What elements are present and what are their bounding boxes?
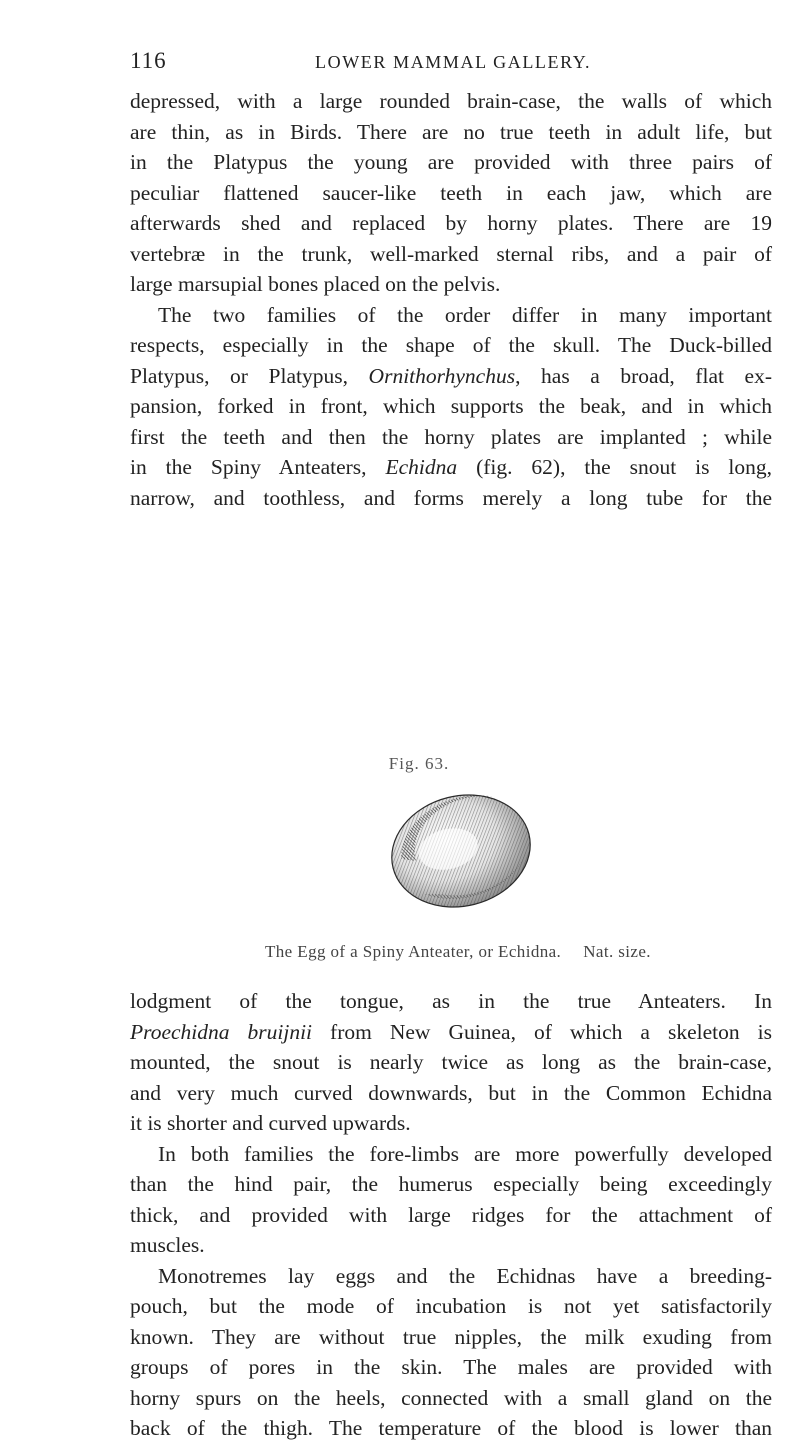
text-line: pouch, but the mode of incubation is not yet satisfactorily (130, 1294, 772, 1318)
genus-name-echidna: Echidna (385, 455, 458, 479)
text-line (130, 361, 772, 392)
text-line: peculiar flattened saucer-like teeth in each jaw, which are (130, 180, 772, 205)
text-line (130, 1017, 772, 1048)
text-line (130, 452, 772, 483)
text-line: in the Platypus the young are provided with three pairs of (130, 150, 772, 174)
text-segment: , has a broad, flat ex- (515, 363, 772, 388)
text-line: In both families the fore-limbs are more powerfully developed (158, 1141, 772, 1166)
text-line: are thin, as in Birds. There are no true teeth in adult life, but (130, 119, 772, 144)
text-line: muscles. (130, 1233, 205, 1257)
running-header (130, 48, 770, 78)
text-segment: Platypus, or Platypus, (130, 363, 369, 388)
text-line: depressed, with a large rounded brain-case, the walls of which (130, 89, 772, 113)
figure-scale-note: Nat. size. (583, 942, 651, 961)
genus-name-ornithorhynchus: Ornithorhynchus (368, 363, 516, 388)
text-segment: in the Spiny Anteaters, (130, 455, 386, 479)
text-line: than the hind pair, the humerus especially being exceedingly (130, 1172, 772, 1196)
text-line: vertebræ in the trunk, well-marked sternal ribs, and a pair of (130, 241, 772, 266)
text-line: The two families of the order differ in many important (158, 302, 772, 327)
echidna-egg-icon (385, 788, 537, 914)
text-line: known. They are without true nipples, the milk exuding from (130, 1324, 772, 1349)
text-line: large marsupial bones placed on the pelvis. (130, 272, 501, 296)
text-line: Monotremes lay eggs and the Echidnas have a breeding- (158, 1263, 772, 1288)
text-line: it is shorter and curved upwards. (130, 1111, 411, 1135)
figure-number: Fig. 63. (388, 754, 450, 773)
figure-label (0, 754, 800, 774)
paragraph-families-part3 (130, 1017, 772, 1139)
text-line: back of the thigh. The temperature of the blood is lower than (130, 1416, 772, 1440)
paragraph-families-part2 (130, 986, 772, 1017)
text-line: and very much curved downwards, but in the Common Echidna (130, 1080, 772, 1105)
text-line: afterwards shed and replaced by horny plates. There are 19 (130, 211, 772, 235)
text-line: horny spurs on the heels, connected with a small gland on the (130, 1385, 772, 1410)
paragraph-limbs (130, 1139, 772, 1261)
text-line: respects, especially in the shape of the skull. The Duck-billed (130, 333, 772, 357)
text-line: first the teeth and then the horny plates are implanted ; while (130, 424, 772, 449)
text-line: lodgment of the tongue, as in the true Anteaters. In (130, 989, 772, 1013)
text-segment: from New Guinea, of which a skeleton is (312, 1019, 772, 1044)
text-line: mounted, the snout is nearly twice as long as the brain-case, (130, 1050, 772, 1074)
text-line: pansion, forked in front, which supports the beak, and in which (130, 394, 772, 418)
paragraph-skull-description (130, 86, 772, 300)
text-line: thick, and provided with large ridges for the attachment of (130, 1202, 772, 1227)
figure-caption-text: The Egg of a Spiny Anteater, or Echidna. (265, 942, 562, 961)
text-segment: (fig. 62), the snout is long, (457, 455, 772, 479)
text-line: narrow, and toothless, and forms merely a long tube for the (130, 485, 772, 510)
species-name-proechidna: Proechidna bruijnii (130, 1019, 313, 1044)
page-number: 116 (130, 48, 167, 73)
running-title: LOWER MAMMAL GALLERY. (315, 52, 592, 72)
text-line: groups of pores in the skin. The males are provided with (130, 1355, 772, 1379)
figure-caption (265, 942, 785, 962)
paragraph-monotremes (130, 1261, 772, 1444)
paragraph-families-part1 (130, 300, 772, 514)
